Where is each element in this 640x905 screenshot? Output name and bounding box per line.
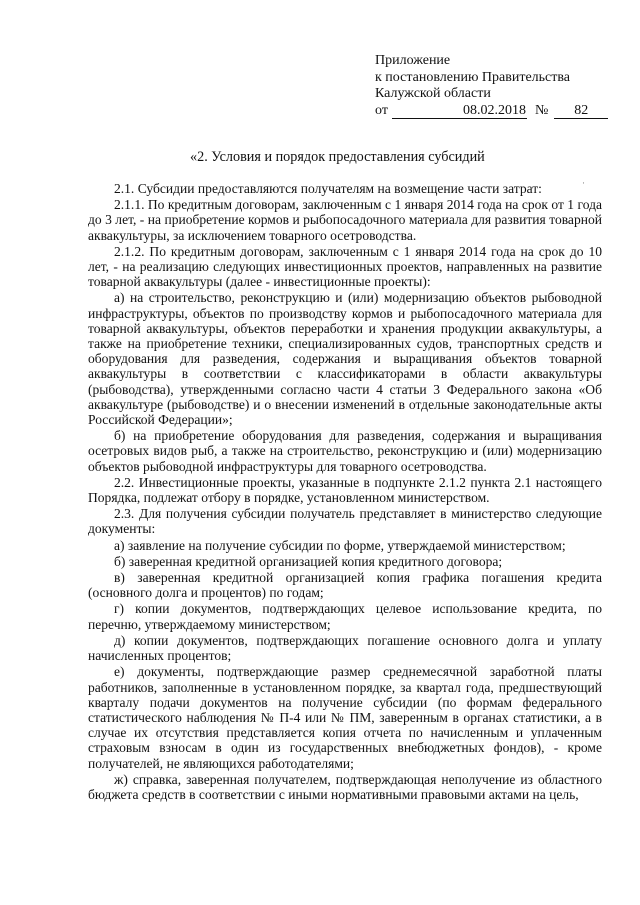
number-sign: №: [534, 102, 549, 118]
paragraph-item-b: б) на приобретение оборудования для разведения, содержания и выращивания осетровых видов рыб, а также на строительство, реконструкцию и (или) модернизацию объектов рыбоводной инфраструктуры для товарного осетроводства.: [88, 428, 602, 474]
appendix-region-line: Калужской области: [375, 86, 491, 101]
document-item-d: д) копии документов, подтверждающих погашение основного долга и уплату начисленных процентов;: [88, 632, 602, 664]
appendix-block: [375, 53, 625, 119]
appendix-resolution-line: к постановлению Правительства: [375, 69, 571, 85]
section-heading: «2. Условия и порядок предоставления субсидий: [190, 149, 485, 165]
document-item-g: г) копии документов, подтверждающих целевое использование кредита, по перечню, утверждаемому министерством;: [88, 601, 602, 632]
scan-speck: ·: [582, 178, 585, 188]
resolution-number: 82: [554, 104, 608, 119]
paragraph-2-1-2: 2.1.2. По кредитным договорам, заключенным с 1 января 2014 года на срок до 10 лет, - на реализацию следующих инвестиционных проектов, направленных на развитие товарной аквакультуры (далее - инвестиционные проекты):: [88, 243, 602, 290]
paragraph-2-1-1: 2.1.1. По кредитным договорам, заключенным с 1 января 2014 года на срок от 1 года до 3 лет, - на приобретение кормов и рыбопосадочного материала для развития товарной аквакультуры, за исключением товарного осетроводства.: [88, 197, 602, 243]
resolution-date: 08.02.2018: [392, 104, 527, 119]
document-item-a: а) заявление на получение субсидии по форме, утверждаемой министерством;: [114, 537, 566, 553]
document-body: [88, 181, 602, 803]
appendix-date-number-line: [375, 103, 625, 120]
paragraph-2-2: 2.2. Инвестиционные проекты, указанные в подпункте 2.1.2 пункта 2.1 настоящего Порядка, подлежат отбору в порядке, установленном министерством.: [88, 474, 602, 506]
paragraph-item-a: а) на строительство, реконструкцию и (или) модернизацию объектов рыбоводной инфраструктуры, объектов по производству кормов и рыбопосадочного материала для товарной аквакультуры, объектов переработки и хранения продукции аквакультуры, а также на приобретение техники, специализированных судов, транспортных средств и оборудования для разведения, содержания и выращивания объектов товарной аквакультуры в соответствии с классификаторами в области аквакультуры (рыбоводства), утвержденными согласно части 4 статьи 3 Федерального закона «Об аквакультуре (рыбоводстве) и о внесении изменений в отдельные законодательные акты Российской Федерации»;: [88, 290, 602, 428]
document-item-e: е) документы, подтверждающие размер среднемесячной заработной платы работников, заполненные в установленном порядке, за квартал года, предшествующий кварталу подачи документов на получение субсидии (по формам федерального статистического наблюдения № П-4 или № ПМ, заверенным в органах статистики, а в случае их отсутствия представляется копия отчета по начисленным и уплаченным страховым взносам в один из государственных внебюджетных фондов), - кроме получателей, не являющихся работодателями;: [88, 664, 602, 771]
paragraph-2-3: 2.3. Для получения субсидии получатель представляет в министерство следующие документы:: [88, 506, 602, 537]
document-item-b: б) заверенная кредитной организацией копия кредитного договора;: [114, 553, 503, 569]
from-label: от: [375, 102, 388, 118]
document-item-zh: ж) справка, заверенная получателем, подтверждающая неполучение из областного бюджета средств в соответствии с иными нормативными правовыми актами на цель,: [88, 771, 602, 802]
document-item-v: в) заверенная кредитной организацией копия графика погашения кредита (основного долга и процентов) по годам;: [88, 570, 602, 601]
paragraph-2-1: 2.1. Субсидии предоставляются получателям на возмещение части затрат:: [114, 181, 542, 196]
appendix-title: Приложение: [375, 53, 451, 68]
